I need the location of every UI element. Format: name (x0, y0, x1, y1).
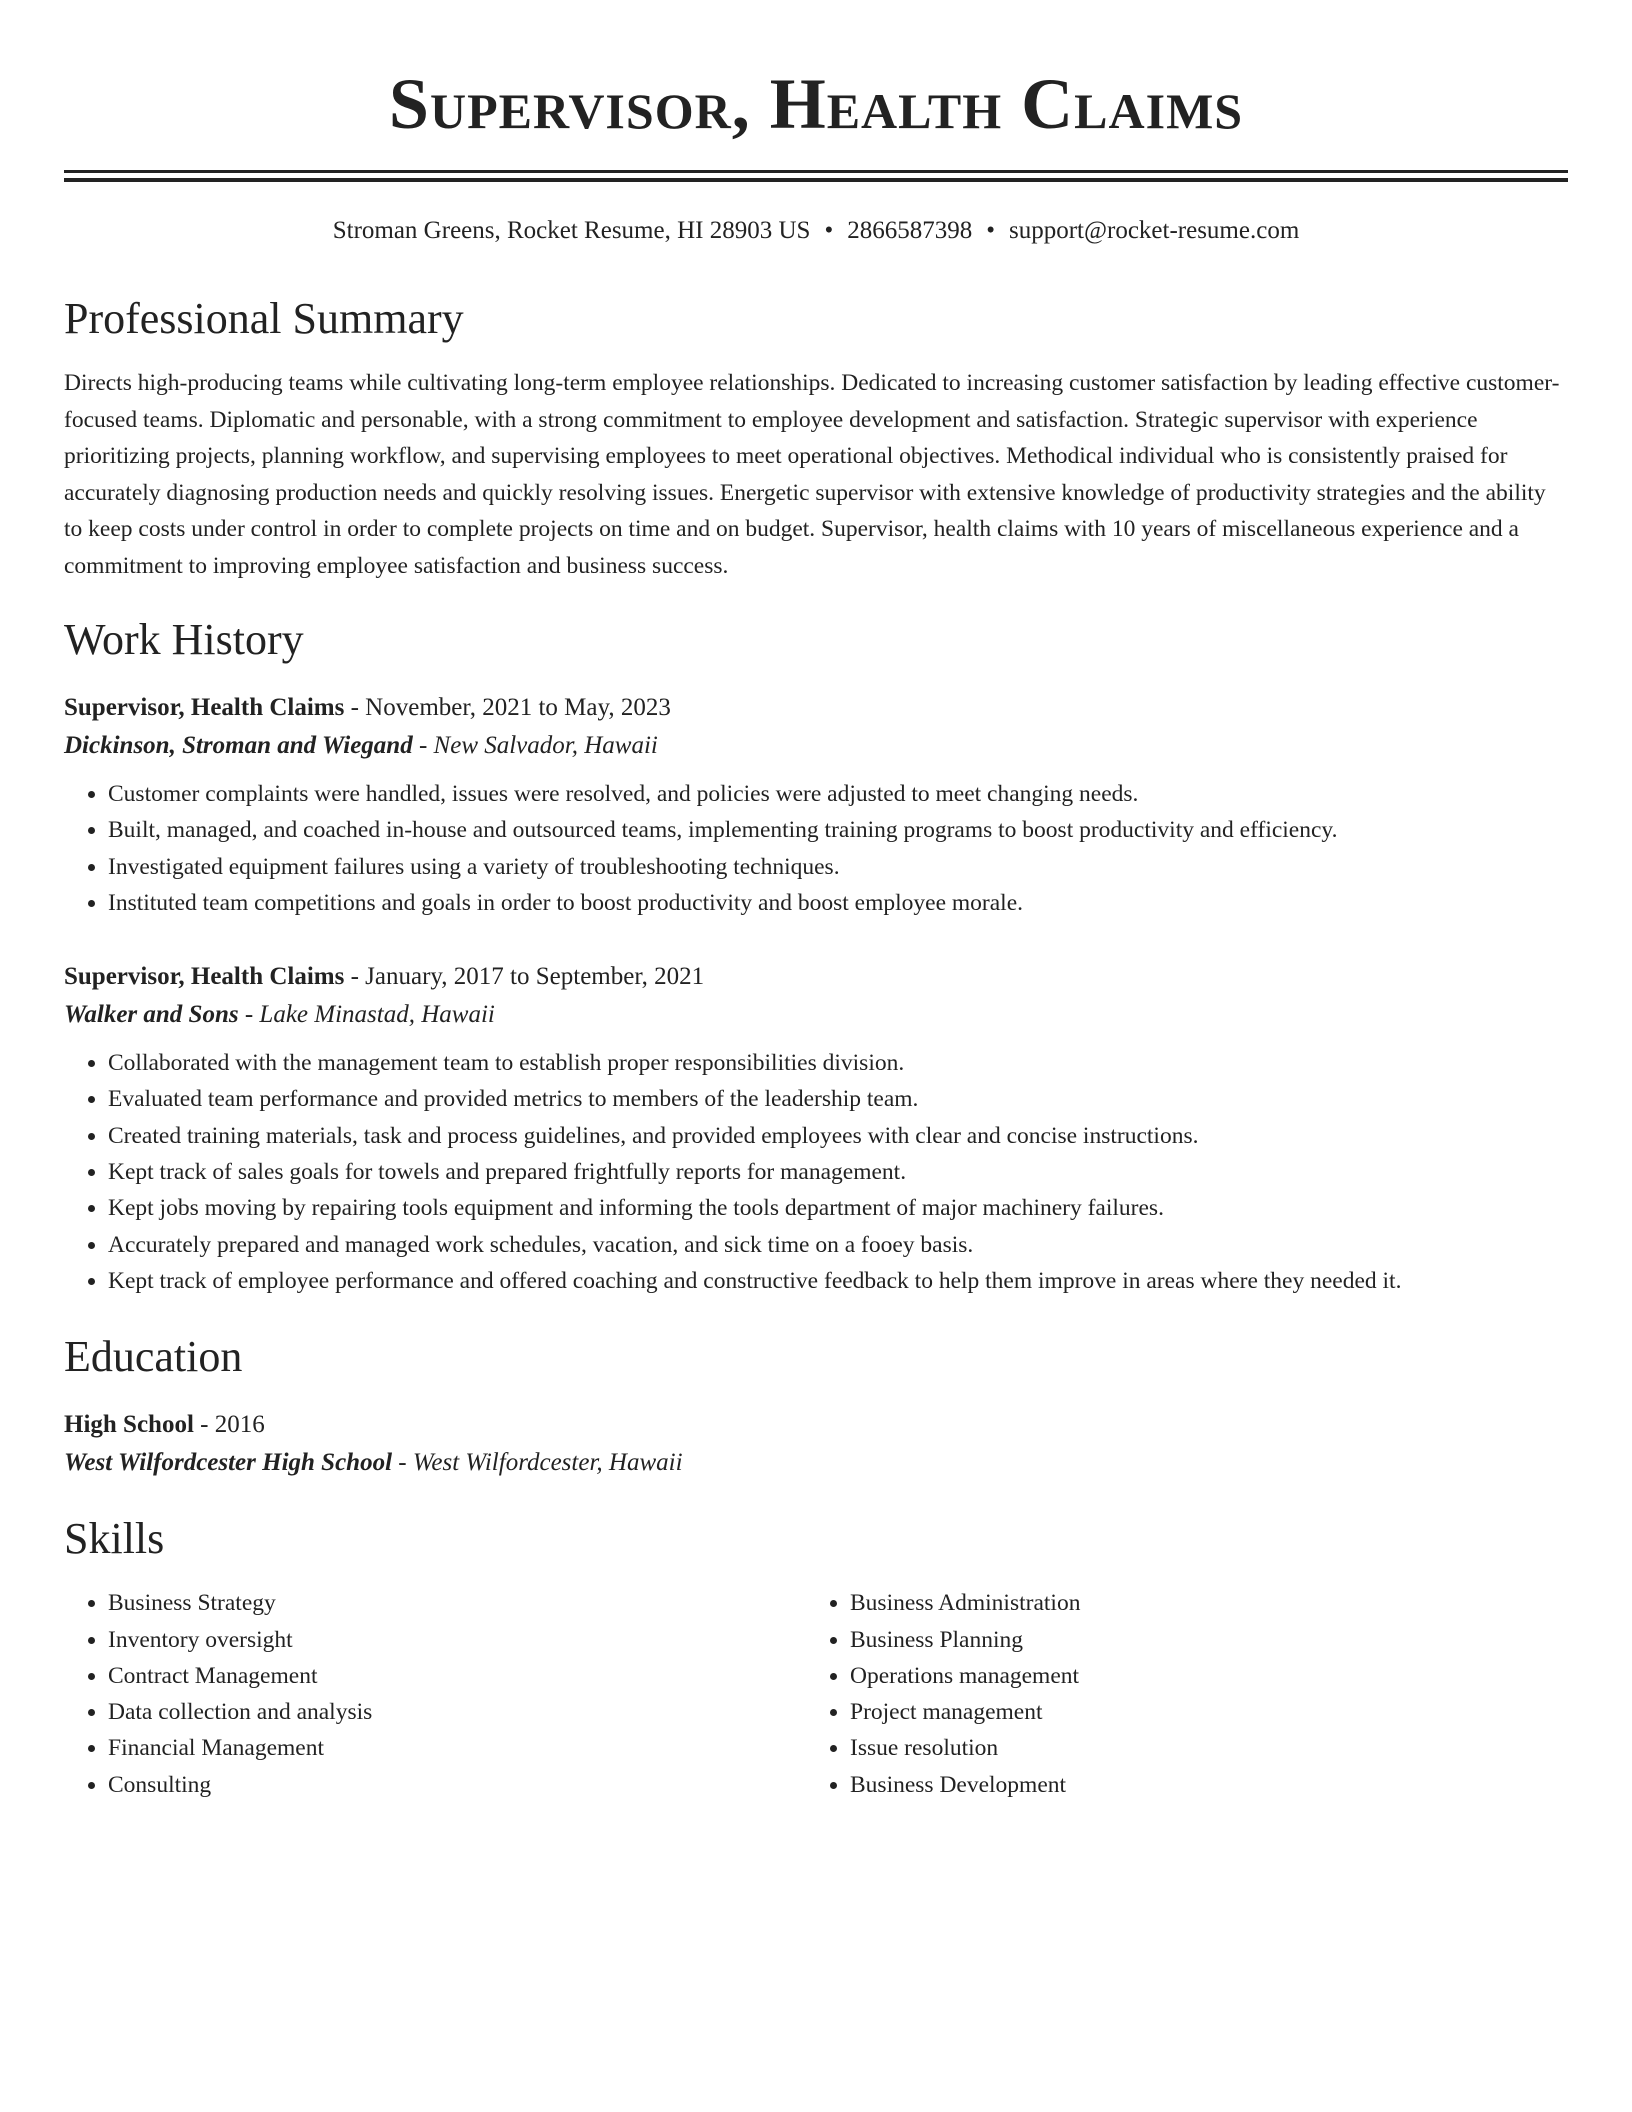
contact-address: Stroman Greens, Rocket Resume, HI 28903 US (332, 217, 811, 244)
job-entry (64, 690, 1568, 921)
skills-list-right (806, 1585, 1548, 1803)
job-bullet: • Kept track of sales goals for towels and prepared frightfully reports for management. (108, 1154, 1568, 1190)
skills-column-right (806, 1585, 1548, 1803)
contact-phone: 2866587398 (847, 217, 973, 244)
header-double-rule (64, 170, 1568, 182)
job-bullet: • Created training materials, task and process guidelines, and provided employees with clear and concise instructions. (108, 1118, 1568, 1154)
job-company: Walker and Sons (64, 1001, 239, 1029)
skill-item: • Contract Management (108, 1658, 806, 1694)
education-school: West Wilfordcester High School (64, 1449, 393, 1477)
job-title-line (64, 690, 1568, 726)
skills-list-left (64, 1585, 806, 1803)
job-bullet: • Built, managed, and coached in-house and outsourced teams, implementing training programs to boost productivity and efficiency. (108, 812, 1568, 848)
job-role: Supervisor, Health Claims (64, 694, 345, 721)
contact-separator: • (986, 217, 995, 244)
education-section-title: Education (64, 1332, 243, 1382)
job-bullet: • Kept track of employee performance and offered coaching and constructive feedback to help them improve in areas where they needed it. (108, 1263, 1568, 1299)
education-entry (64, 1407, 1568, 1481)
education-school-line (64, 1445, 1568, 1481)
job-location: - New Salvador, Hawaii (412, 732, 658, 759)
contact-line (64, 218, 1568, 243)
skill-item: • Business Planning (850, 1622, 1548, 1658)
job-title-line (64, 959, 1568, 995)
skill-item: • Issue resolution (850, 1730, 1548, 1766)
education-degree-line (64, 1407, 1568, 1443)
job-bullet: • Customer complaints were handled, issues were resolved, and policies were adjusted to meet changing needs. (108, 776, 1568, 812)
job-bullet: • Instituted team competitions and goals in order to boost productivity and boost employee morale. (108, 885, 1568, 921)
job-bullet: • Collaborated with the management team to establish proper responsibilities division. (108, 1045, 1568, 1081)
job-role: Supervisor, Health Claims (64, 963, 345, 991)
summary-text: Directs high-producing teams while cultivating long-term employee relationships. Dedicated to increasing customer satisfaction by leading effective customer-focused teams. Diplomatic and personable, with a strong commitment to employee development and satisfaction. Strategic supervisor with experience prioritizing projects, planning workflow, and supervising employees to meet operational objectives. Methodical individual who is consistently praised for accurately diagnosing production needs and quickly resolving issues. Energetic supervisor with extensive knowledge of productivity strategies and the ability to keep costs under control in order to complete projects on time and on budget. Supervisor, health claims with 10 years of miscellaneous experience and a commitment to improving employee satisfaction and business success. (64, 370, 1560, 579)
education-degree: High School (64, 1411, 194, 1439)
skill-item: • Business Development (850, 1767, 1548, 1803)
skill-item: • Project management (850, 1694, 1548, 1730)
job-dates: - January, 2017 to September, 2021 (344, 963, 705, 991)
job-company-line (64, 728, 1568, 764)
summary-section-title: Professional Summary (64, 294, 464, 343)
job-bullet: • Kept jobs moving by repairing tools equipment and informing the tools department of major machinery failures. (108, 1190, 1568, 1226)
skill-item: • Inventory oversight (108, 1622, 806, 1658)
contact-separator: • (824, 217, 834, 244)
skill-item: • Operations management (850, 1658, 1548, 1694)
job-bullets (64, 1045, 1568, 1299)
skill-item: • Business Administration (850, 1585, 1548, 1621)
job-bullet: • Investigated equipment failures using a variety of troubleshooting techniques. (108, 849, 1568, 885)
job-company-line (64, 997, 1568, 1033)
contact-email: support@rocket-resume.com (1008, 217, 1300, 244)
job-bullet: • Accurately prepared and managed work schedules, vacation, and sick time on a fooey basis. (108, 1227, 1568, 1263)
work-history-section-title: Work History (64, 615, 304, 664)
resume-name-heading: Supervisor, Health Claims (388, 64, 1244, 144)
job-entry (64, 959, 1568, 1299)
job-company: Dickinson, Stroman and Wiegand (64, 732, 413, 759)
education-year: - 2016 (193, 1411, 265, 1439)
skills-grid (64, 1585, 1568, 1803)
skill-item: • Business Strategy (108, 1585, 806, 1621)
job-location: - Lake Minastad, Hawaii (238, 1001, 495, 1029)
skill-item: • Financial Management (108, 1730, 806, 1766)
skills-section-title: Skills (64, 1514, 165, 1564)
job-bullets (64, 776, 1568, 921)
skill-item: • Consulting (108, 1767, 806, 1803)
job-bullet: • Evaluated team performance and provided metrics to members of the leadership team. (108, 1081, 1568, 1117)
skills-column-left (64, 1585, 806, 1803)
job-dates: - November, 2021 to May, 2023 (344, 694, 671, 721)
skill-item: • Data collection and analysis (108, 1694, 806, 1730)
education-location: - West Wilfordcester, Hawaii (392, 1449, 683, 1477)
